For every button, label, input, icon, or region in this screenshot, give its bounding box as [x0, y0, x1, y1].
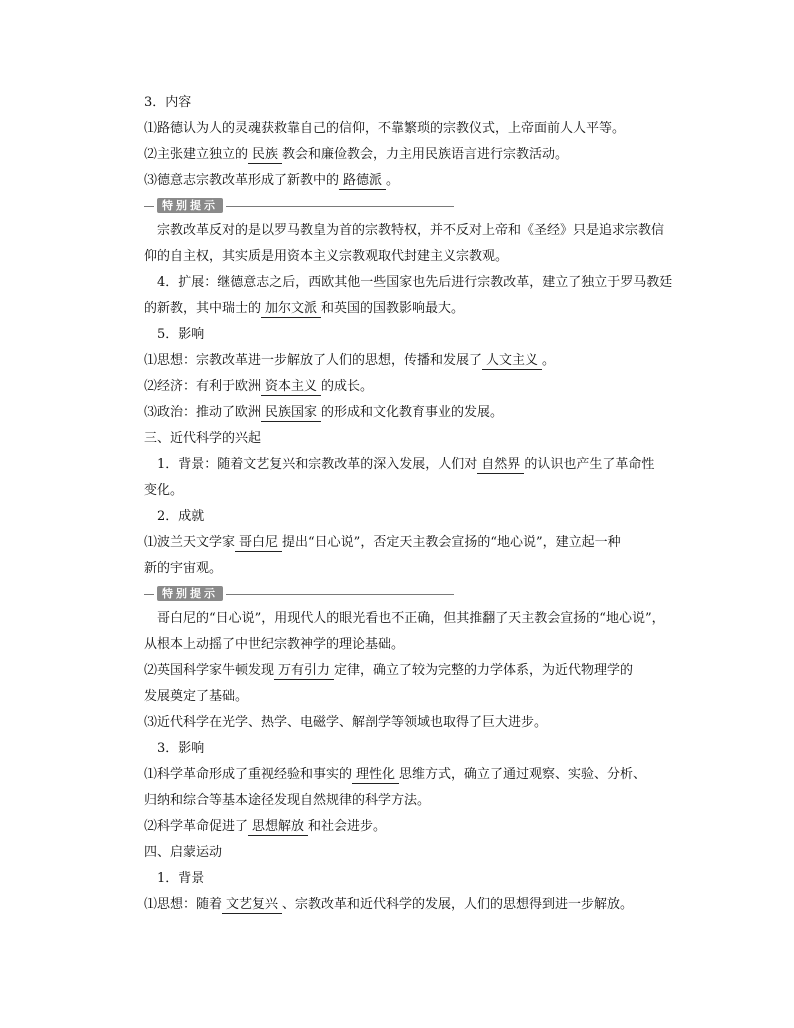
chapter-heading-science: [144, 426, 654, 452]
answer-blank: 思想解放: [248, 819, 308, 836]
answer-blank: 民族: [248, 147, 282, 164]
tip-paragraph-line: [144, 606, 665, 632]
extension-line: [144, 270, 673, 296]
special-tip-tag: [154, 585, 226, 602]
answer-blank: 路德派: [339, 173, 386, 190]
section-heading-content: [144, 90, 654, 116]
text: 、宗教改革和近代科学的发展，人们的思想得到进一步解放。: [282, 897, 634, 912]
text: 三、近代科学的兴起: [144, 431, 262, 446]
special-tip-label: 特别提示: [157, 198, 223, 213]
achievement-item-1: [144, 530, 654, 556]
text: 和英国的国教影响最大。: [321, 301, 465, 316]
answer-blank: 人文主义: [482, 353, 542, 370]
text: 新的宇宙观。: [144, 561, 223, 576]
enlightenment-background-item-1: [144, 892, 654, 918]
achievement-item-2: [144, 658, 654, 684]
text: ⑴思想：宗教改革进一步解放了人们的思想，传播和发展了: [144, 353, 483, 368]
text: 2．成就: [157, 509, 205, 524]
text: 仰的自主权，其实质是用资本主义宗教观取代封建主义宗教观。: [144, 249, 509, 264]
text: 。: [542, 353, 556, 368]
content-item-2: [144, 142, 654, 168]
background-line: [144, 452, 654, 478]
text: 从根本上动摇了中世纪宗教神学的理论基础。: [144, 637, 405, 652]
text: 3．影响: [157, 741, 205, 756]
special-tip-tag: [154, 197, 226, 214]
tip-paragraph-line: [144, 218, 665, 244]
text: 4．扩展：继德意志之后，西欧其他一些国家也先后进行宗教改革，建立了独立于罗马教廷: [157, 275, 673, 290]
answer-blank: 哥白尼: [235, 535, 282, 552]
text: ⑴科学革命形成了重视经验和事实的: [144, 767, 353, 782]
text: 1．背景: [157, 871, 205, 886]
text: 归纳和综合等基本途径发现自然规律的科学方法。: [144, 793, 431, 808]
answer-blank: 加尔文派: [261, 301, 321, 318]
text: 四、启蒙运动: [144, 845, 223, 860]
science-impact-item-2: [144, 814, 654, 840]
text: 5．影响: [157, 327, 205, 342]
section-heading-impact: [144, 322, 654, 348]
impact-item-3: [144, 400, 654, 426]
background-line-2: [144, 478, 654, 504]
text: 定律，确立了较为完整的力学体系，为近代物理学的: [334, 663, 634, 678]
text: 的成长。: [321, 379, 374, 394]
answer-blank: 自然界: [477, 457, 524, 474]
document-body: [144, 90, 673, 918]
text: 变化。: [144, 483, 184, 498]
text: 的新教，其中瑞士的: [144, 301, 262, 316]
text: ⑵主张建立独立的: [144, 147, 249, 162]
achievement-item-3: [144, 710, 654, 736]
content-item-1: [144, 116, 654, 142]
text: ⑵经济：有利于欧洲: [144, 379, 262, 394]
text: ⑵英国科学家牛顿发现: [144, 663, 275, 678]
achievement-item-1-cont: [144, 556, 654, 582]
science-impact-item-1-cont: [144, 788, 654, 814]
text: 3．内容: [144, 95, 192, 110]
text: 和社会进步。: [308, 819, 387, 834]
answer-blank: 文艺复兴: [222, 897, 282, 914]
answer-blank: 资本主义: [261, 379, 321, 396]
answer-blank: 万有引力: [274, 663, 334, 680]
text: 。: [386, 173, 400, 188]
science-impact-item-1: [144, 762, 654, 788]
extension-line-2: [144, 296, 654, 322]
answer-blank: 民族国家: [261, 405, 321, 422]
section-heading-science-impact: [144, 736, 654, 762]
answer-blank: 理性化: [352, 767, 399, 784]
chapter-heading-enlightenment: [144, 840, 654, 866]
text: 教会和廉俭教会，力主用民族语言进行宗教活动。: [282, 147, 569, 162]
text: 哥白尼的“日心说”，用现代人的眼光看也不正确，但其推翻了天主教会宣扬的“地心说”，: [157, 611, 665, 626]
text: 的形成和文化教育事业的发展。: [321, 405, 504, 420]
text: ⑶近代科学在光学、热学、电磁学、解剖学等领域也取得了巨大进步。: [144, 715, 548, 730]
text: ⑴波兰天文学家: [144, 535, 236, 550]
text: 提出“日心说”，否定天主教会宣扬的“地心说”，建立起一种: [282, 535, 621, 550]
text: 的认识也产生了革命性: [524, 457, 655, 472]
text: ⑵科学革命促进了: [144, 819, 249, 834]
section-heading-enlightenment-background: [144, 866, 654, 892]
tip-paragraph-line: [144, 244, 654, 270]
text: 宗教改革反对的是以罗马教皇为首的宗教特权，并不反对上帝和《圣经》只是追求宗教信: [157, 223, 665, 238]
text: 1．背景：随着文艺复兴和宗教改革的深入发展，人们对: [157, 457, 478, 472]
section-heading-achievements: [144, 504, 654, 530]
tip-paragraph-line: [144, 632, 654, 658]
text: ⑴路德认为人的灵魂获救靠自己的信仰，不靠繁琐的宗教仪式，上帝面前人人平等。: [144, 121, 626, 136]
special-tip-banner: [144, 196, 454, 216]
text: 思维方式，确立了通过观察、实验、分析、: [399, 767, 647, 782]
special-tip-banner: [144, 584, 454, 604]
text: ⑶德意志宗教改革形成了新教中的: [144, 173, 340, 188]
achievement-item-2-cont: [144, 684, 654, 710]
impact-item-1: [144, 348, 654, 374]
impact-item-2: [144, 374, 654, 400]
text: ⑴思想：随着: [144, 897, 223, 912]
text: ⑶政治：推动了欧洲: [144, 405, 262, 420]
content-item-3: [144, 168, 654, 194]
text: 发展奠定了基础。: [144, 689, 249, 704]
special-tip-label: 特别提示: [157, 586, 223, 601]
